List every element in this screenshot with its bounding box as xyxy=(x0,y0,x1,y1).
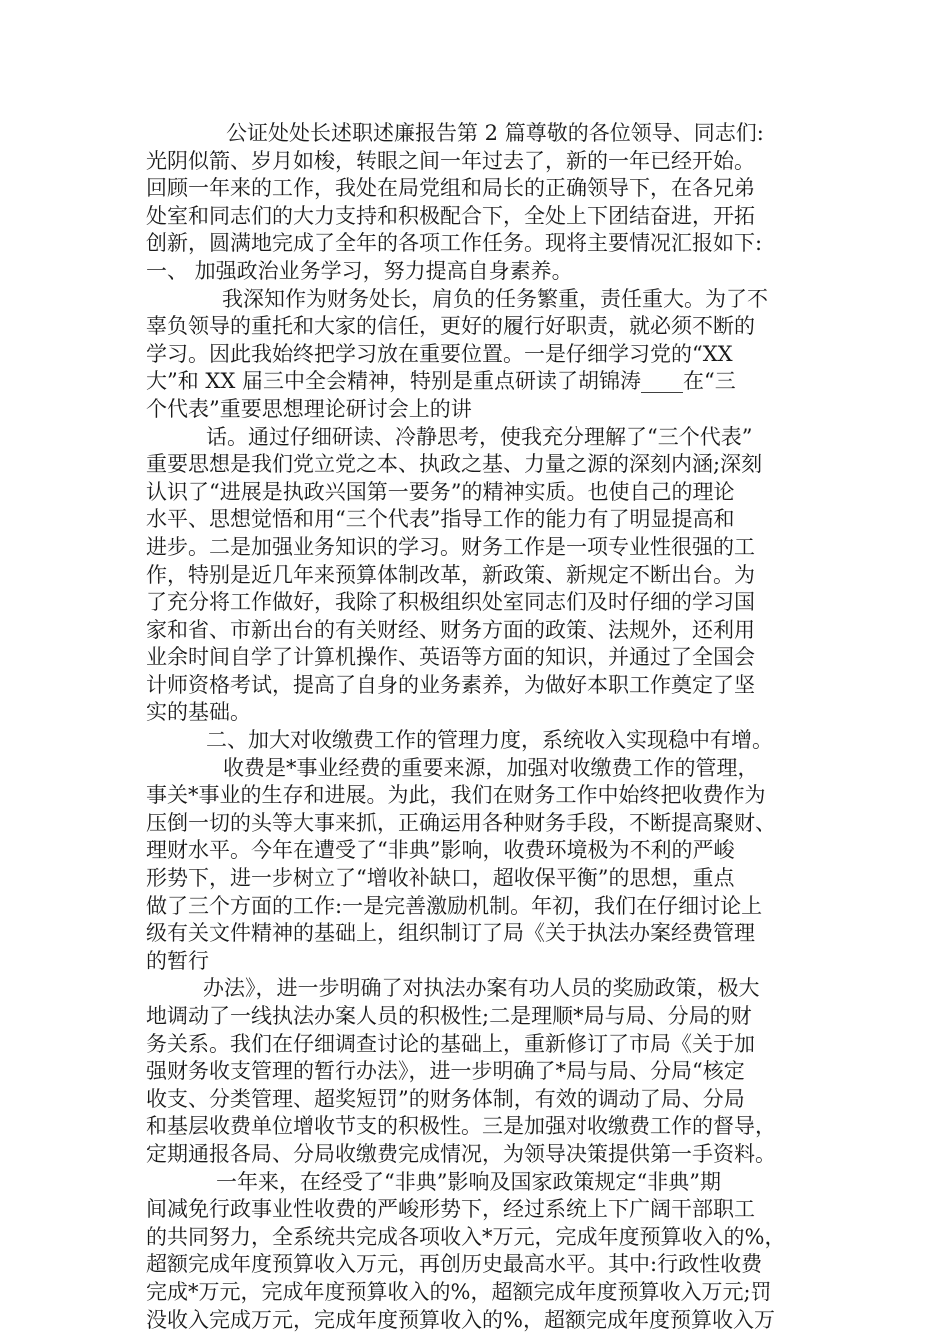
text-line: 业余时间自学了计算机操作、英语等方面的知识，并通过了全国会 xyxy=(146,645,755,670)
text-line: 个代表”重要思想理论研讨会上的讲 xyxy=(146,396,472,421)
text-line: 没收入完成万元，完成年度预算收入的%，超额完成年度预算收入万 xyxy=(146,1307,775,1332)
doc-title-line: 公证处处长述职述廉报告第 2 篇尊敬的各位领导、同志们: xyxy=(226,121,764,145)
text-line: 务关系。我们在仔细调查讨论的基础上，重新修订了市局《关于加 xyxy=(146,1031,755,1056)
text-line: 我深知作为财务处长，肩负的任务繁重，责任重大。为了不 xyxy=(222,286,768,311)
text-line: 了充分将工作做好，我除了积极组织处室同志们及时仔细的学习国 xyxy=(146,590,755,615)
text-line: 话。通过仔细研读、冷静思考，使我充分理解了“三个代表” xyxy=(206,424,753,449)
text-line: 压倒一切的头等大事来抓，正确运用各种财务手段，不断提高聚财、 xyxy=(146,810,776,835)
text-line: 光阴似箭、岁月如梭，转眼之间一年过去了，新的一年已经开始。 xyxy=(146,148,755,173)
section-heading-2: 二、加大对收缴费工作的管理力度，系统收入实现稳中有增。 xyxy=(206,728,773,753)
text-line: 一年来，在经受了“非典”影响及国家政策规定“非典”期 xyxy=(216,1169,721,1194)
text-line: 家和省、市新出台的有关财经、财务方面的政策、法规外，还利用 xyxy=(146,617,755,642)
text-line: 理财水平。今年在遭受了“非典”影响，收费环境极为不利的严峻 xyxy=(146,838,735,863)
text-line: 事关*事业的生存和进展。为此，我们在财务工作中始终把收费作为 xyxy=(146,783,766,808)
text-line: 地调动了一线执法办案人员的积极性;二是理顺*局与局、分局的财 xyxy=(146,1004,752,1028)
text-line: 学习。因此我始终把学习放在重要位置。一是仔细学习党的“XX xyxy=(146,341,733,366)
text-line: 创新，圆满地完成了全年的各项工作任务。现将主要情况汇报如下: xyxy=(146,231,763,256)
text-line: 收费是*事业经费的重要来源，加强对收缴费工作的管理， xyxy=(223,755,759,780)
text-line: 办法》，进一步明确了对执法办案有功人员的奖励政策，极大 xyxy=(203,976,760,1001)
text-line: 强财务收支管理的暂行办法》，进一步明确了*局与局、分局“核定 xyxy=(146,1059,745,1084)
text-line: 辜负领导的重托和大家的信任，更好的履行好职责，就必须不断的 xyxy=(146,314,755,339)
text-line: 间减免行政事业性收费的严峻形势下，经过系统上下广阔干部职工 xyxy=(146,1197,755,1222)
text-line: 级有关文件精神的基础上，组织制订了局《关于执法办案经费管理 xyxy=(146,921,755,946)
text-line: 定期通报各局、分局收缴费完成情况，为领导决策提供第一手资料。 xyxy=(146,1141,776,1166)
document-body xyxy=(146,120,812,1334)
section-heading-1: 一、 加强政治业务学习，努力提高自身素养。 xyxy=(146,258,573,283)
text-line: 水平、思想觉悟和用“三个代表”指导工作的能力有了明显提高和 xyxy=(146,507,735,532)
text-line: 作，特别是近几年来预算体制改革，新政策、新规定不断出台。为 xyxy=(146,562,755,587)
text-line: 计师资格考试，提高了自身的业务素养，为做好本职工作奠定了坚 xyxy=(146,672,755,697)
text-line: 的共同努力，全系统共完成各项收入*万元，完成年度预算收入的%， xyxy=(146,1224,786,1249)
text-line: 完成*万元，完成年度预算收入的%，超额完成年度预算收入万元;罚 xyxy=(146,1279,772,1304)
text-line: 进步。二是加强业务知识的学习。财务工作是一项专业性很强的工 xyxy=(146,534,755,559)
text-line: 和基层收费单位增收节支的积极性。三是加强对收缴费工作的督导， xyxy=(146,1114,776,1139)
text-line: 实的基础。 xyxy=(146,700,251,725)
text-line: 回顾一年来的工作，我处在局党组和局长的正确领导下，在各兄弟 xyxy=(146,176,755,201)
text-line: 收支、分类管理、超奖短罚”的财务体制，有效的调动了局、分局 xyxy=(146,1086,745,1111)
text-line: 超额完成年度预算收入万元，再创历史最高水平。其中:行政性收费 xyxy=(146,1252,763,1277)
text-line: 重要思想是我们党立党之本、执政之基、力量之源的深刻内涵;深刻 xyxy=(146,452,763,477)
text-line: 的暂行 xyxy=(146,948,209,973)
text-line: 形势下，进一步树立了“增收补缺口，超收保平衡”的思想，重点 xyxy=(146,866,735,891)
text-line: 做了三个方面的工作:一是完善激励机制。年初，我们在仔细讨论上 xyxy=(146,893,763,918)
text-line: 处室和同志们的大力支持和积极配合下，全处上下团结奋进，开拓 xyxy=(146,203,755,228)
text-line: 认识了“进展是执政兴国第一要务”的精神实质。也使自己的理论 xyxy=(146,479,735,504)
text-line: 大”和 XX 届三中全会精神，特别是重点研读了胡锦涛____在“三 xyxy=(146,369,736,394)
